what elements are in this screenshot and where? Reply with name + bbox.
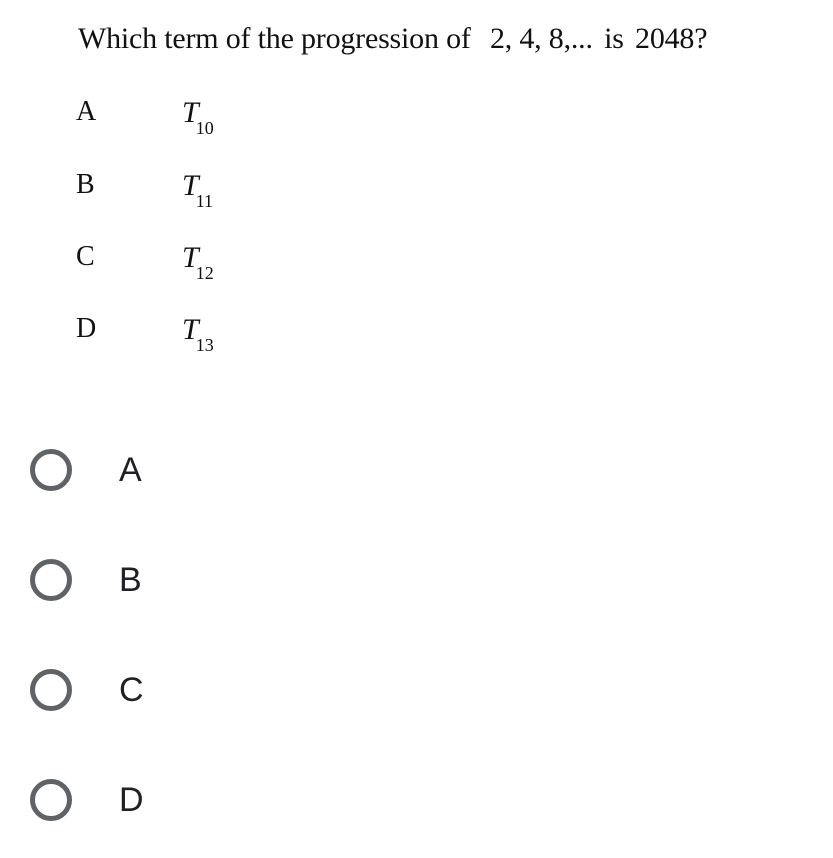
- term-subscript: 12: [195, 263, 214, 283]
- choice-label-d: D: [119, 780, 144, 819]
- option-letter: C: [76, 241, 95, 272]
- radio-button-a[interactable]: [30, 449, 72, 491]
- question-option-d: [0, 313, 400, 353]
- question-image: [0, 0, 833, 370]
- question-prefix: Which term of the progression of: [78, 22, 471, 55]
- option-term: [182, 96, 217, 138]
- radio-button-b[interactable]: [30, 559, 72, 601]
- choice-b[interactable]: [30, 552, 330, 608]
- choice-label-b: B: [119, 560, 142, 599]
- term-symbol: T: [182, 96, 199, 129]
- question-text: [78, 22, 707, 56]
- question-option-b: [0, 169, 400, 209]
- term-symbol: T: [182, 313, 199, 346]
- choice-a[interactable]: [30, 442, 330, 498]
- radio-button-d[interactable]: [30, 779, 72, 821]
- option-letter: D: [76, 313, 97, 344]
- choice-label-c: C: [119, 670, 144, 709]
- question-sequence: 2, 4, 8,...: [489, 22, 593, 55]
- question-target: 2048?: [635, 22, 708, 55]
- radio-button-c[interactable]: [30, 669, 72, 711]
- option-letter: B: [76, 169, 95, 200]
- option-term: [182, 241, 217, 283]
- term-symbol: T: [182, 241, 199, 274]
- term-symbol: T: [182, 169, 199, 202]
- term-subscript: 10: [195, 118, 214, 138]
- term-subscript: 11: [195, 191, 214, 211]
- option-letter: A: [76, 96, 97, 127]
- question-option-c: [0, 241, 400, 281]
- choice-d[interactable]: [30, 772, 330, 828]
- question-is-word: is: [604, 22, 624, 55]
- choice-label-a: A: [119, 450, 142, 489]
- option-term: [182, 169, 216, 211]
- term-subscript: 13: [195, 335, 214, 355]
- option-term: [182, 313, 217, 355]
- question-option-a: [0, 96, 400, 136]
- choice-c[interactable]: [30, 662, 330, 718]
